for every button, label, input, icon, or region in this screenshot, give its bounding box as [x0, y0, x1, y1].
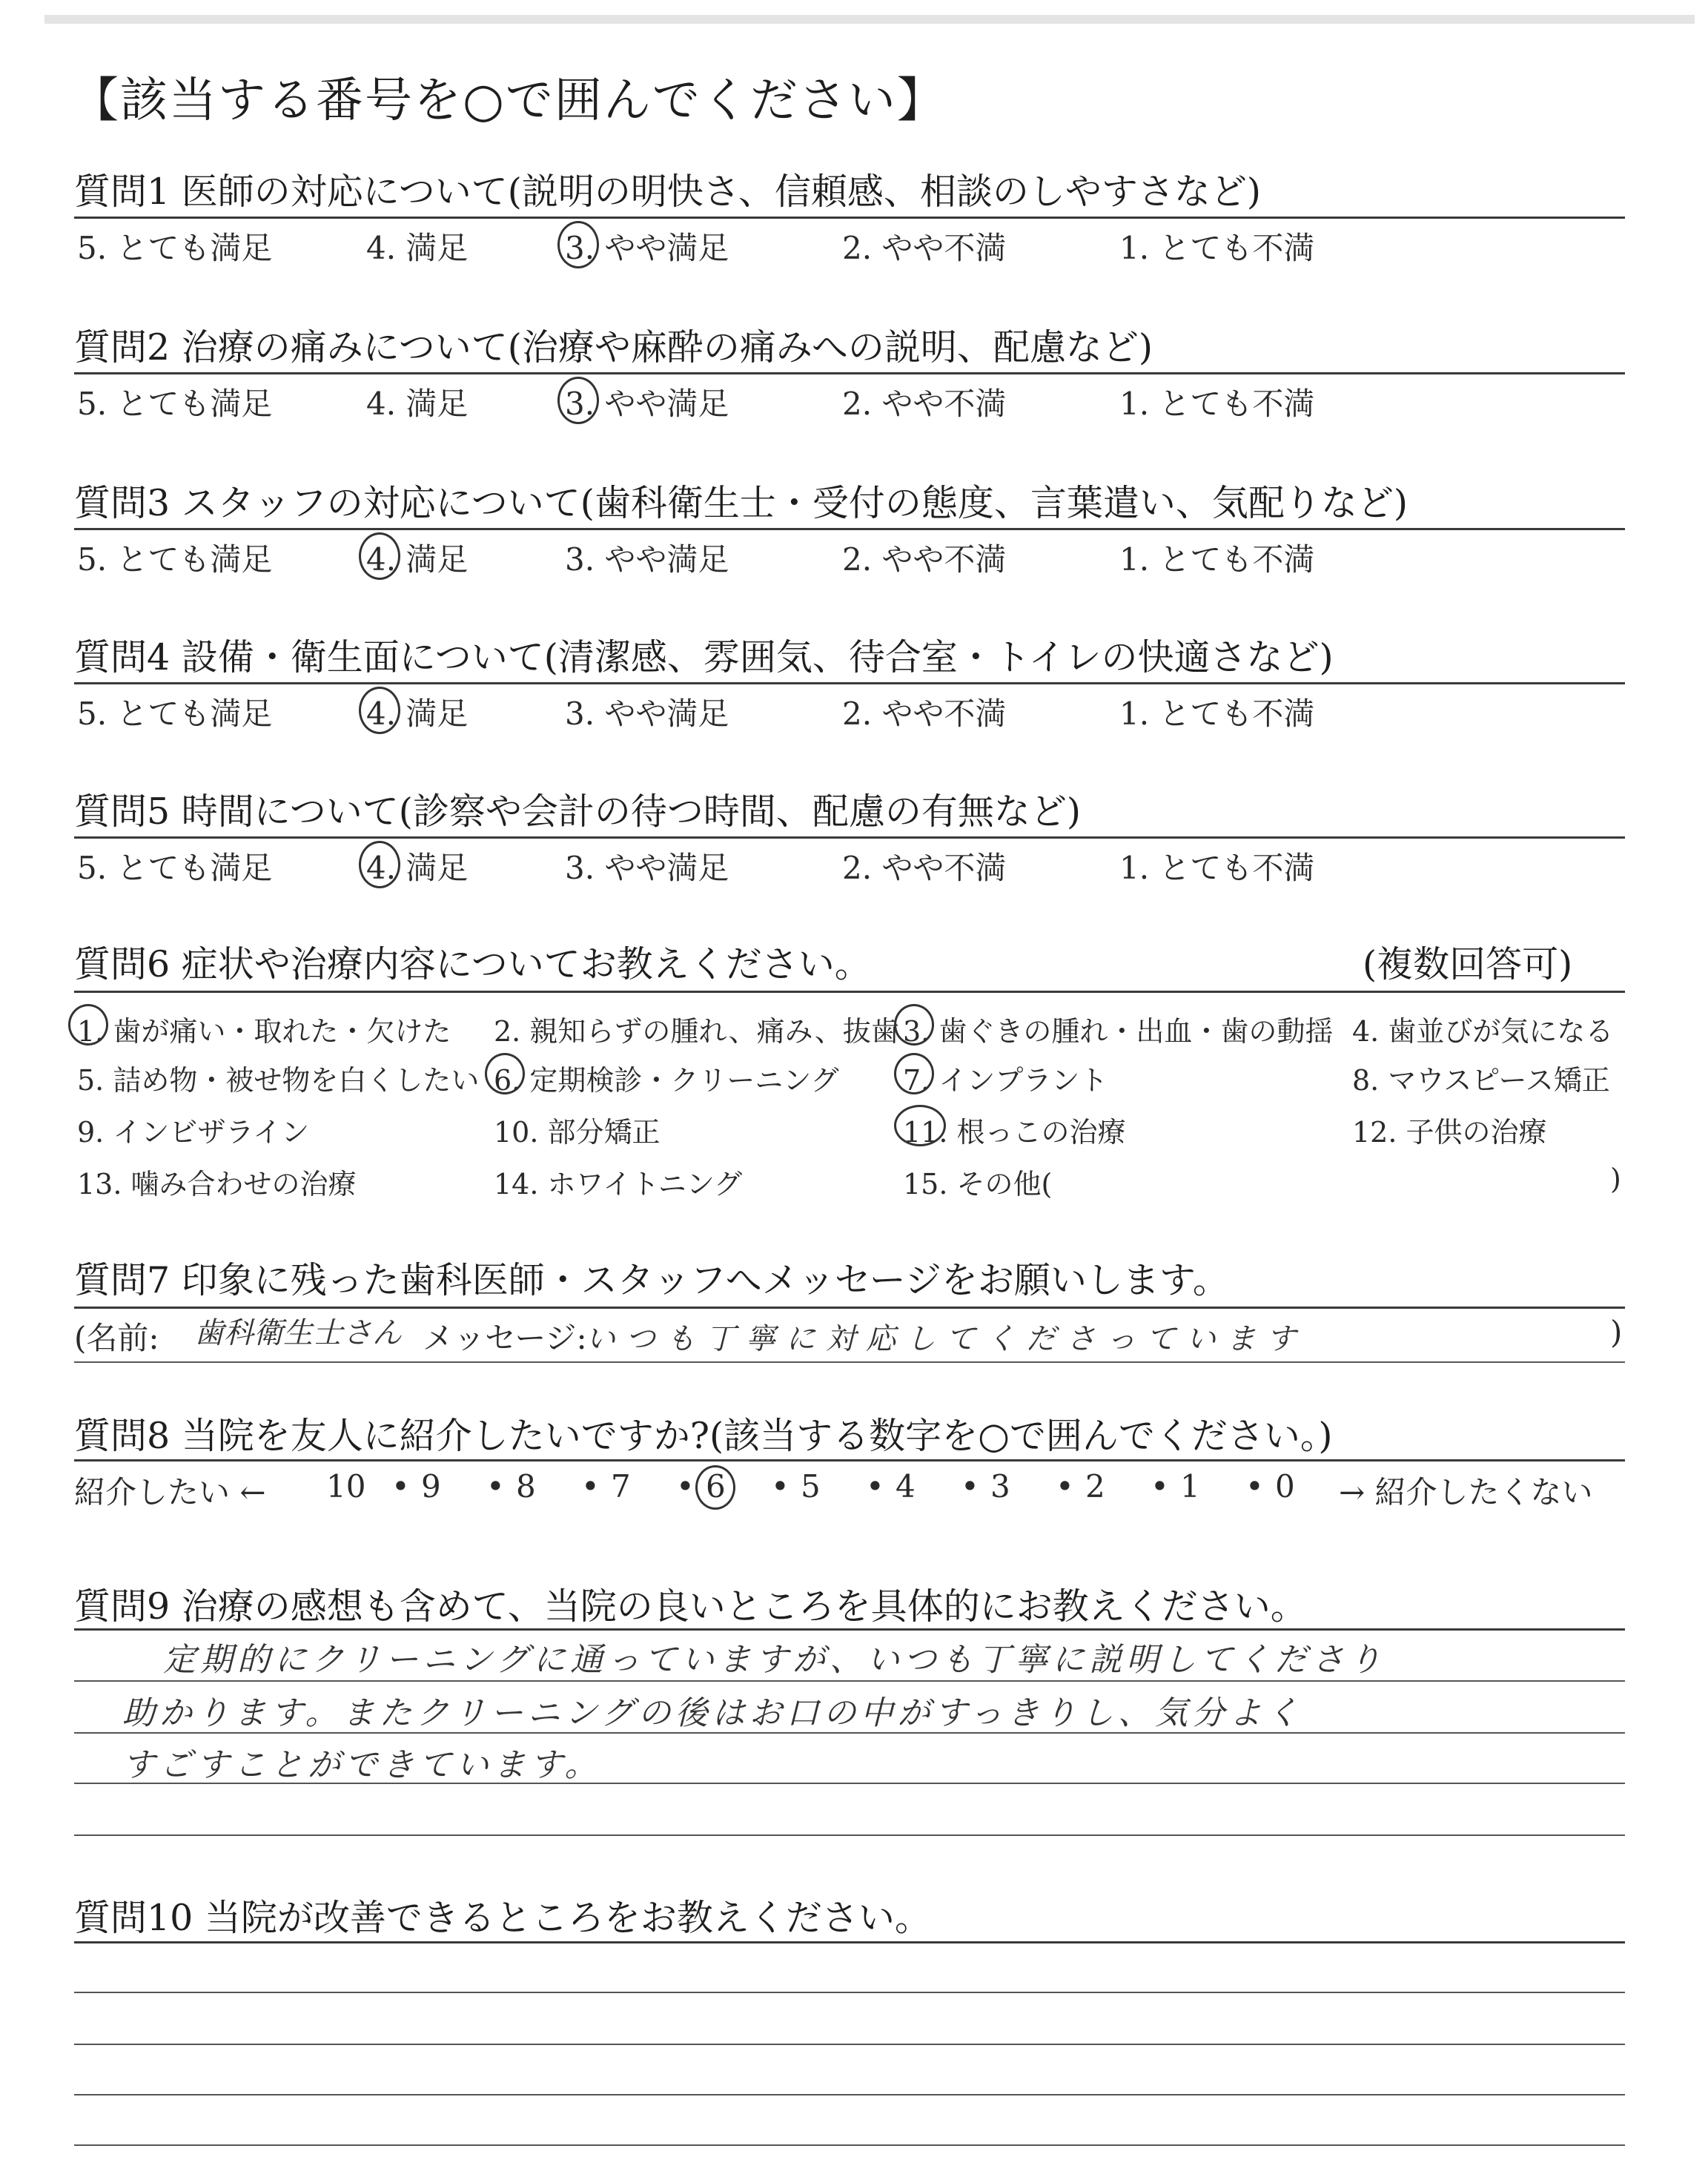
- q8-scale-number: 7: [611, 1468, 631, 1505]
- q6-note: (複数回答可): [1363, 943, 1573, 985]
- q5-label: 質問5 時間について(診察や会計の待つ時間、配慮の有無など): [74, 790, 1082, 833]
- q6-option: 14. ホワイトニング: [494, 1168, 743, 1200]
- q5-option: 5. とても満足: [77, 850, 273, 886]
- q10-rule: [74, 1941, 1625, 1943]
- q3-rule: [74, 528, 1625, 530]
- q1-option: 4. 満足: [366, 230, 469, 266]
- q5-option: 1. とても不満: [1119, 850, 1315, 886]
- q7-bottom-rule: [74, 1361, 1625, 1363]
- q6-option: 10. 部分矯正: [494, 1116, 661, 1149]
- q8-scale-number: 3: [990, 1468, 1010, 1505]
- q1-option: 1. とても不満: [1119, 230, 1315, 266]
- q8-scale-separator: •: [961, 1468, 979, 1505]
- q4-label: 質問4 設備・衛生面について(清潔感、雰囲気、待合室・トイレの快適さなど): [74, 636, 1334, 678]
- q4-rule: [74, 682, 1625, 684]
- q3-option: 2. やや不満: [842, 541, 1007, 578]
- q6-checked-circle: [894, 1004, 934, 1046]
- q1-label: 質問1 医師の対応について(説明の明快さ、信頼感、相談のしやすさなど): [74, 171, 1262, 213]
- q2-selected-circle: [557, 377, 599, 424]
- q2-option: 4. 満足: [366, 386, 469, 422]
- q8-selected-circle: [695, 1465, 735, 1510]
- q6-option: 5. 詰め物・被せ物を白くしたい: [77, 1064, 480, 1097]
- q10-line-4: [74, 2144, 1625, 2146]
- q2-option: 1. とても不満: [1119, 386, 1315, 422]
- q4-option: 2. やや不満: [842, 696, 1007, 732]
- q2-label: 質問2 治療の痛みについて(治療や麻酔の痛みへの説明、配慮など): [74, 326, 1153, 369]
- q6-checked-circle: [894, 1105, 946, 1146]
- q3-option: 1. とても不満: [1119, 541, 1315, 578]
- q6-label: 質問6 症状や治療内容についてお教えください。: [74, 943, 871, 985]
- q3-selected-circle: [359, 532, 400, 580]
- q4-option: 1. とても不満: [1119, 696, 1315, 732]
- q8-scale-number: 10: [326, 1468, 366, 1505]
- q8-scale-number: 5: [801, 1468, 821, 1505]
- q3-option: 4. 満足: [366, 541, 469, 578]
- q6-option: 11. 根っこの治療: [903, 1116, 1126, 1149]
- q2-option: 3. やや満足: [565, 386, 729, 422]
- q5-option: 4. 満足: [366, 850, 469, 886]
- q8-scale-separator: •: [581, 1468, 600, 1505]
- q8-rule: [74, 1459, 1625, 1462]
- q6-option: 2. 親知らずの腫れ、痛み、抜歯: [494, 1015, 899, 1048]
- q5-rule: [74, 836, 1625, 839]
- q6-option: 3. 歯ぐきの腫れ・出血・歯の動揺: [903, 1015, 1334, 1048]
- page-title: 【該当する番号を○で囲んでください】: [71, 73, 946, 128]
- q2-option: 5. とても満足: [77, 386, 273, 422]
- q6-option: 8. マウスピース矯正: [1352, 1064, 1610, 1097]
- q8-scale-separator: •: [391, 1468, 410, 1505]
- q3-label: 質問3 スタッフの対応について(歯科衛生士・受付の態度、言葉遣い、気配りなど): [74, 482, 1409, 524]
- q8-scale-number: 6: [706, 1468, 726, 1505]
- q6-checked-circle: [894, 1053, 934, 1094]
- q6-option: 15. その他(: [903, 1168, 1053, 1200]
- q7-name-handwritten: 歯科衛生士さん: [194, 1316, 402, 1350]
- scan-top-edge: [44, 15, 1695, 24]
- q6-option: 7. インプラント: [903, 1064, 1108, 1097]
- q8-scale-number: 0: [1275, 1468, 1295, 1505]
- q4-selected-circle: [359, 687, 400, 734]
- q2-option: 2. やや不満: [842, 386, 1007, 422]
- q8-scale-separator: •: [1151, 1468, 1169, 1505]
- q8-label: 質問8 当院を友人に紹介したいですか?(該当する数字を○で囲んでください。): [74, 1415, 1333, 1457]
- q7-rule: [74, 1307, 1625, 1309]
- q8-scale-separator: •: [676, 1468, 695, 1505]
- q8-right-label: → 紹介したくない: [1339, 1474, 1593, 1510]
- q6-option: 12. 子供の治療: [1352, 1116, 1547, 1149]
- q7-message-label: メッセージ:: [423, 1320, 587, 1356]
- q5-option: 3. やや満足: [565, 850, 729, 886]
- q8-scale-separator: •: [771, 1468, 790, 1505]
- q8-scale-separator: •: [1245, 1468, 1264, 1505]
- q1-option: 2. やや不満: [842, 230, 1007, 266]
- q10-line-2: [74, 2044, 1625, 2045]
- q9-line-4: [74, 1834, 1625, 1836]
- q6-checked-circle: [485, 1053, 525, 1094]
- q6-option: 4. 歯並びが気になる: [1352, 1015, 1614, 1048]
- q3-option: 3. やや満足: [565, 541, 729, 578]
- q6-checked-circle: [68, 1004, 108, 1046]
- q3-option: 5. とても満足: [77, 541, 273, 578]
- q6-option: 13. 噛み合わせの治療: [77, 1168, 357, 1200]
- q4-option: 3. やや満足: [565, 696, 729, 732]
- q9-label: 質問9 治療の感想も含めて、当院の良いところを具体的にお教えください。: [74, 1585, 1307, 1628]
- q7-label: 質問7 印象に残った歯科医師・スタッフへメッセージをお願いします。: [74, 1259, 1229, 1301]
- q7-name-prefix: (名前:: [74, 1320, 159, 1356]
- q9-answer-line-2: 助かります。またクリーニングの後はお口の中がすっきりし、気分よく: [122, 1694, 1303, 1732]
- q8-left-label: 紹介したい ←: [74, 1474, 266, 1510]
- q1-rule: [74, 217, 1625, 219]
- q8-scale-separator: •: [866, 1468, 884, 1505]
- q8-scale-separator: •: [486, 1468, 505, 1505]
- q6-option: 6. 定期検診・クリーニング: [494, 1064, 839, 1097]
- q2-rule: [74, 372, 1625, 374]
- q9-rule: [74, 1628, 1625, 1631]
- q9-answer-line-1: 定期的にクリーニングに通っていますが、いつも丁寧に説明してくださり: [163, 1641, 1386, 1679]
- q10-line-1: [74, 1992, 1625, 1993]
- q8-scale-separator: •: [1056, 1468, 1074, 1505]
- q6-option: 1. 歯が痛い・取れた・欠けた: [77, 1015, 451, 1048]
- q8-scale-number: 9: [421, 1468, 441, 1505]
- q6-option: 9. インビザライン: [77, 1116, 310, 1149]
- q8-scale-number: 2: [1085, 1468, 1105, 1505]
- q9-line-1: [74, 1680, 1625, 1682]
- q4-option: 5. とても満足: [77, 696, 273, 732]
- q1-option: 3. やや満足: [565, 230, 729, 266]
- q5-selected-circle: [359, 841, 400, 888]
- q10-label: 質問10 当院が改善できるところをお教えください。: [74, 1897, 931, 1939]
- q6-other-close: ): [1610, 1163, 1621, 1195]
- q1-selected-circle: [557, 221, 599, 268]
- q7-close: ): [1610, 1314, 1623, 1350]
- q8-scale-number: 8: [516, 1468, 536, 1505]
- q4-option: 4. 満足: [366, 696, 469, 732]
- q6-rule: [74, 991, 1625, 993]
- q7-message-handwritten: いつも丁寧に対応してくださっています: [586, 1322, 1306, 1356]
- q8-scale-number: 4: [896, 1468, 916, 1505]
- q10-line-3: [74, 2094, 1625, 2095]
- q1-option: 5. とても満足: [77, 230, 273, 266]
- q8-scale-number: 1: [1180, 1468, 1200, 1505]
- q9-answer-line-3: すごすことができています。: [122, 1746, 602, 1784]
- q5-option: 2. やや不満: [842, 850, 1007, 886]
